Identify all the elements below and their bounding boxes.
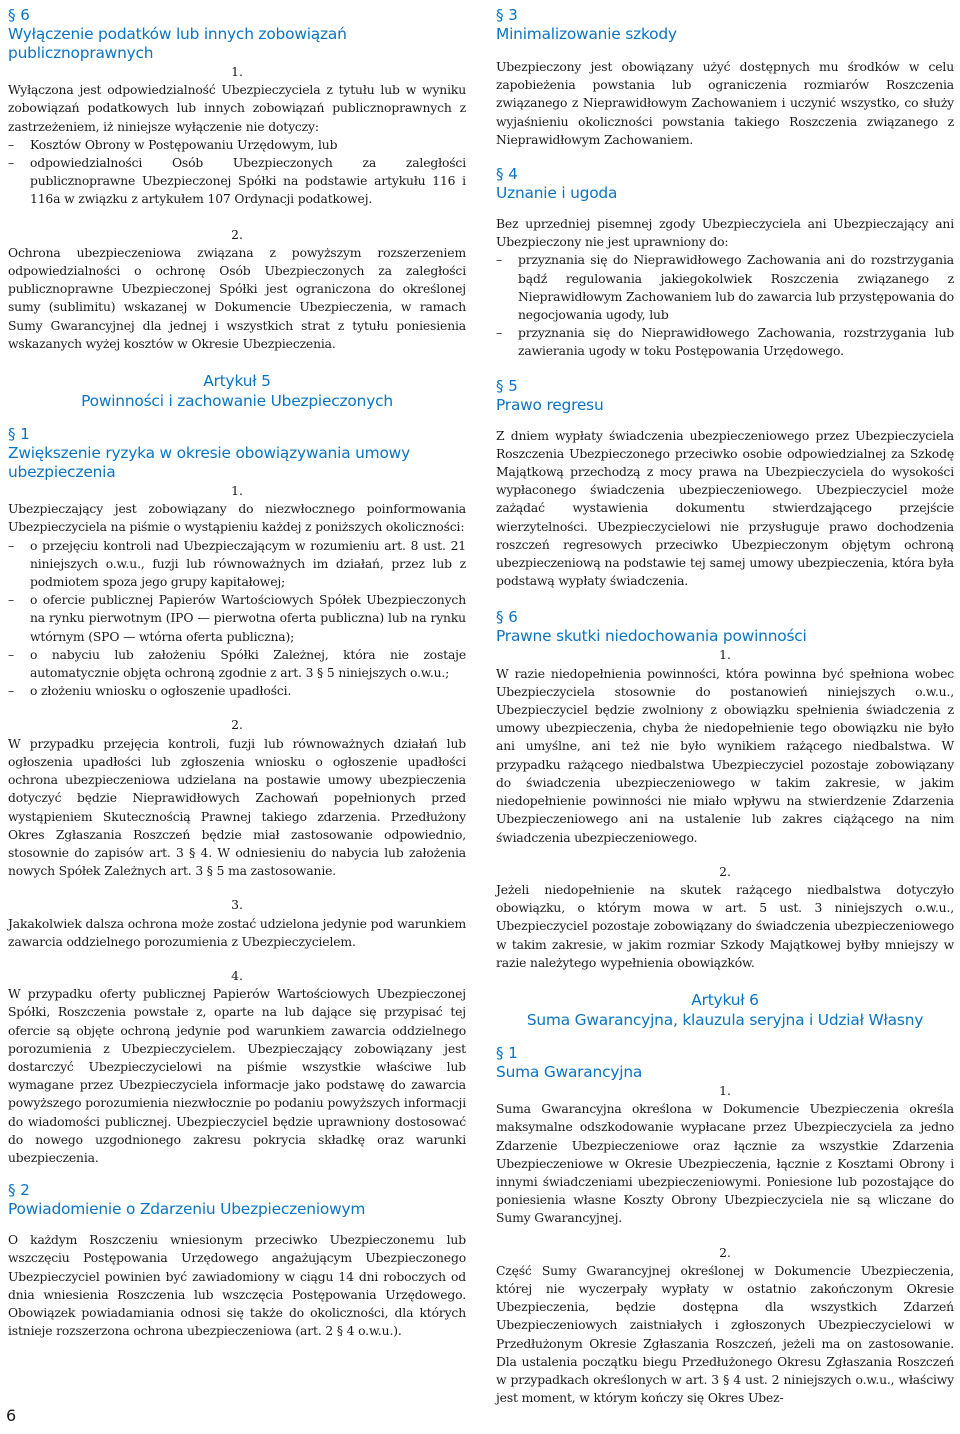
article-6-title: Suma Gwarancyjna, klauzula seryjna i Udział Własny (526, 1010, 924, 1029)
section-1-title: Zwiększenie ryzyka w okresie obowiązywania umowy ubezpieczenia (8, 444, 410, 482)
list-item: – przyznania się do Nieprawidłowego Zachowania, rozstrzygania lub zawierania ugody w toku Postępowania Urzędowego. (496, 324, 954, 360)
paragraph-number: 2. (231, 718, 243, 733)
section-2-symbol: § 2 (8, 1181, 30, 1200)
section-6-symbol: § 6 (8, 6, 30, 24)
paragraph-number: 2. (719, 864, 731, 879)
paragraph-text: Część Sumy Gwarancyjnej określonej w Dokumencie Ubezpieczenia, której nie wyczerpały wypłaty w ostatnio zakończonym Okresie Ubezpieczenia, będzie dostępna dla wszystkich Zdarzeń Ubezpieczeniowych zaistniałych i zgłoszonych Ubezpieczycielowi w Przedłużonym Okresie Zgłaszania Roszczeń, jeżeli ma on zastosowanie. Dla ustalenia początku biegu Przedłużonego Okresu Zgłaszania Roszczeń w przypadkach określonych w art. 3 § 4 ust. 2 niniejszych o.w.u., właściwy jest moment, w którym kończy się Okres Ubez- (496, 1263, 954, 1406)
paragraph-number: 1. (719, 648, 731, 663)
article-6-section-1-symbol: § 1 (496, 1043, 518, 1062)
paragraph-number: 2. (231, 227, 243, 242)
paragraph-text: Bez uprzedniej pisemnej zgody Ubezpieczyciela ani Ubezpieczający ani Ubezpieczony nie jest uprawniony do: (496, 217, 954, 250)
article-5-label: Artykuł 5 (203, 372, 271, 391)
paragraph-text: Z dniem wypłaty świadczenia ubezpieczeniowego przez Ubezpieczyciela Roszczenia Ubezpieczonego przeciwko osobie odpowiedzialnej za Szkodę Majątkową przechodzą z mocy prawa na Ubezpieczyciela do wysokości wypłaconego świadczenia ubezpieczeniowego. Ubezpieczyciel może zażądać wystawienia dokumentu stwierdzającego przejście wierzytelności. Ubezpieczycielowi nie przysługuje prawo dochodzenia roszczeń regresowych przeciwko Ubezpieczonym objętym ochroną ubezpieczeniową na podstawie tej samej umowy ubezpieczenia, która była podstawą wypłaty świadczenia. (496, 428, 954, 589)
paragraph-text: W przypadku przejęcia kontroli, fuzji lub równoważnych działań lub ogłoszenia upadłości lub zgłoszenia wniosku o ogłoszenie upadłości ochrona ubezpieczeniowa udzielana na postawie umowy ubezpieczenia dotyczyć będzie Nieprawidłowych Zachowań popełnionych przed wystąpieniem Skutecznością Prawnej takiego zdarzenia. Przedłużony Okres Zgłaszania Roszczeń będzie miał zastosowanie odpowiednio, stosownie do zapisów art. 3 § 4. W odniesieniu do nabycia lub założenia nowych Spółek Zależnych art. 3 § 5 ma zastosowanie. (8, 736, 466, 879)
paragraph-text: Jakakolwiek dalsza ochrona może zostać udzielona jedynie pod warunkiem zawarcia oddzielnego porozumienia z Ubezpieczycielem. (8, 916, 466, 949)
section-4-symbol: § 4 (496, 165, 518, 184)
paragraph-text: O każdym Roszczeniu wniesionym przeciwko Ubezpieczonemu lub wszczęciu Postępowania Urzędowego angażującym Ubezpieczonego Ubezpieczyciel powinien być zawiadomiony w ciągu 14 dni roboczych od dnia wniesienia Roszczenia lub wszczęcia Postępowania Urzędowego. Obowiązek powiadamiania odnosi się także do okoliczności, dla których istnieje rozszerzona ochrona ubezpieczeniowa (art. 2 § 4 o.w.u.). (8, 1233, 466, 1339)
section-2-title: Powiadomienie o Zdarzeniu Ubezpieczeniowym (8, 1200, 366, 1219)
list-item: – o złożeniu wniosku o ogłoszenie upadłości. (8, 682, 466, 700)
page-number: 6 (6, 1406, 17, 1425)
paragraph-text: Suma Gwarancyjna określona w Dokumencie Ubezpieczenia określa maksymalne odszkodowanie wypłacane przez Ubezpieczyciela za jedno Zdarzenie Ubezpieczeniowe oraz łącznie za wszystkie Zdarzenia Ubezpieczeniowe w Okresie Ubezpieczenia, łącznie z Kosztami Obrony i innymi świadczeniami ubezpieczeniowymi. Poniesione lub pozostające do poniesienia własne Koszty Obrony Ubezpieczyciela nie są wliczane do Sumy Gwarancyjnej. (496, 1102, 954, 1226)
section-1-symbol: § 1 (8, 425, 30, 444)
dash-list (8, 537, 466, 701)
section-4-title: Uznanie i ugoda (496, 184, 618, 203)
list-item: – odpowiedzialności Osób Ubezpieczonych za zaległości publicznoprawne Ubezpieczonej Spółki na podstawie artykułu 116 i 116a w związku z artykułem 107 Ordynacji podatkowej. (8, 154, 466, 209)
article-5-title: Powinności i zachowanie Ubezpieczonych (81, 392, 393, 411)
paragraph-number: 1. (719, 1083, 731, 1098)
paragraph-number: 2. (719, 1245, 731, 1260)
list-item: – Kosztów Obrony w Postępowaniu Urzędowym, lub (8, 136, 466, 154)
paragraph-number: 1. (231, 484, 243, 499)
section-3-symbol: § 3 (496, 6, 518, 24)
paragraph-text: Ubezpieczony jest obowiązany użyć dostępnych mu środków w celu zapobieżenia powstania lub ograniczenia rozmiarów Roszczenia związanego z Nieprawidłowym Zachowaniem i uczynić wszystko, co służy wyjaśnieniu okoliczności powstania takiego Roszczenia związanego z Nieprawidłowym Zachowaniem. (496, 60, 954, 147)
paragraph-text: Ubezpieczający jest zobowiązany do niezwłocznego poinformowania Ubezpieczyciela na piśmie o wystąpieniu każdej z poniższych okoliczności: (8, 502, 466, 535)
paragraph-text: W przypadku oferty publicznej Papierów Wartościowych Ubezpieczonej Spółki, Roszczenia powstałe z, oparte na lub dające się przypisać tej ofercie są objęte ochroną jedynie pod warunkiem zawarcia oddzielnego porozumienia z Ubezpieczycielem. Ubezpieczający zobowiązany jest dostarczyć Ubezpieczycielowi na piśmie wszystkie właściwe lub wymagane przez Ubezpieczyciela informacje jako podstawę do zawarcia powyższego porozumienia niezwłocznie po podaniu powyższych informacji do wiadomości publicznej. Ubezpieczyciel będzie uprawniony dostosować do nowego uzgodnionego zakresu pokrycia składkę oraz warunki ubezpieczenia. (8, 987, 466, 1165)
paragraph-text: Ochrona ubezpieczeniowa związana z powyższym rozszerzeniem odpowiedzialności o ochronę Osób Ubezpieczonych za zaległości publicznoprawne Ubezpieczonej Spółki jest ograniczona do określonej sumy (sublimitu) wskazanej w Dokumencie Ubezpieczenia, w ramach Sumy Gwarancyjnej dla jednej i wszystkich strat z tytułu poniesienia wskazanych wyżej kosztów w Okresie Ubezpieczenia. (8, 245, 466, 351)
right-column (496, 6, 954, 1407)
list-item: – o ofercie publicznej Papierów Wartościowych Spółek Ubezpieczonych na rynku pierwotnym (IPO — pierwotna oferta publiczna) lub na rynku wtórnym (SPO — wtórna oferta publiczna); (8, 591, 466, 646)
paragraph-number: 4. (231, 968, 243, 983)
paragraph-text: W razie niedopełnienia powinności, która powinna być spełniona wobec Ubezpieczyciela stosownie do postanowień niniejszych o.w.u., Ubezpieczyciel będzie zwolniony z obowiązku spełnienia świadczenia z umowy ubezpieczenia, chyba że niedopełnienie tego obowiązku nie było ani umyślne, ani też nie było wynikiem rażącego niedbalstwa. W przypadku rażącego niedbalstwa Ubezpieczyciel pozostaje zobowiązany do świadczenia ubezpieczeniowego w takim zakresie, w jakim niedopełnienie powinności nie miało wpływu na stwierdzenie Zdarzenia Ubezpieczeniowego ani na ustalenie lub zakres ciążącego na nim świadczenia ubezpieczeniowego. (496, 666, 954, 845)
section-6-symbol: § 6 (496, 608, 518, 627)
paragraph-text: Wyłączona jest odpowiedzialność Ubezpieczyciela z tytułu lub w wyniku zobowiązań podatkowych lub innych zobowiązań publicznoprawnych z zastrzeżeniem, iż niniejsze wyłączenie nie dotyczy: (8, 83, 466, 134)
list-item: – o przejęciu kontroli nad Ubezpieczającym w rozumieniu art. 8 ust. 21 niniejszych o.w.u., fuzji lub równoważnych im działań, przez lub z podmiotem spoza jego grupy kapitałowej; (8, 537, 466, 592)
paragraph-number: 3. (231, 898, 243, 913)
paragraph-number: 1. (231, 65, 243, 79)
section-6-title: Wyłączenie podatków lub innych zobowiązań publicznoprawnych (8, 25, 347, 62)
article-6-section-1-title: Suma Gwarancyjna (496, 1062, 643, 1081)
list-item: – o nabyciu lub założeniu Spółki Zależnej, która nie zostaje automatycznie objęta ochroną zgodnie z art. 3 § 5 niniejszych o.w.u.; (8, 646, 466, 682)
dash-list (8, 136, 466, 209)
paragraph-text: Jeżeli niedopełnienie na skutek rażącego niedbalstwa dotyczyło obowiązku, o którym mowa w art. 5 ust. 3 niniejszych o.w.u., Ubezpieczyciel pozostaje zobowiązany do świadczenia ubezpieczeniowego w takim zakresie, w jakim rozmiar Szkody Majątkowej byłby mniejszy w razie należytego wypełnienia obowiązków. (496, 882, 954, 970)
dash-list (496, 251, 954, 360)
section-6-title: Prawne skutki niedochowania powinności (496, 627, 807, 646)
article-6-label: Artykuł 6 (691, 990, 759, 1009)
section-5-title: Prawo regresu (496, 395, 604, 414)
list-item: – przyznania się do Nieprawidłowego Zachowania ani do rozstrzygania bądź regulowania jakiegokolwiek Roszczenia związanego z Nieprawidłowym Zachowaniem lub do zawarcia lub przystępowania do negocjowania ugody, lub (496, 251, 954, 324)
section-3-title: Minimalizowanie szkody (496, 25, 677, 43)
section-5-symbol: § 5 (496, 376, 518, 395)
left-column (8, 6, 466, 1340)
